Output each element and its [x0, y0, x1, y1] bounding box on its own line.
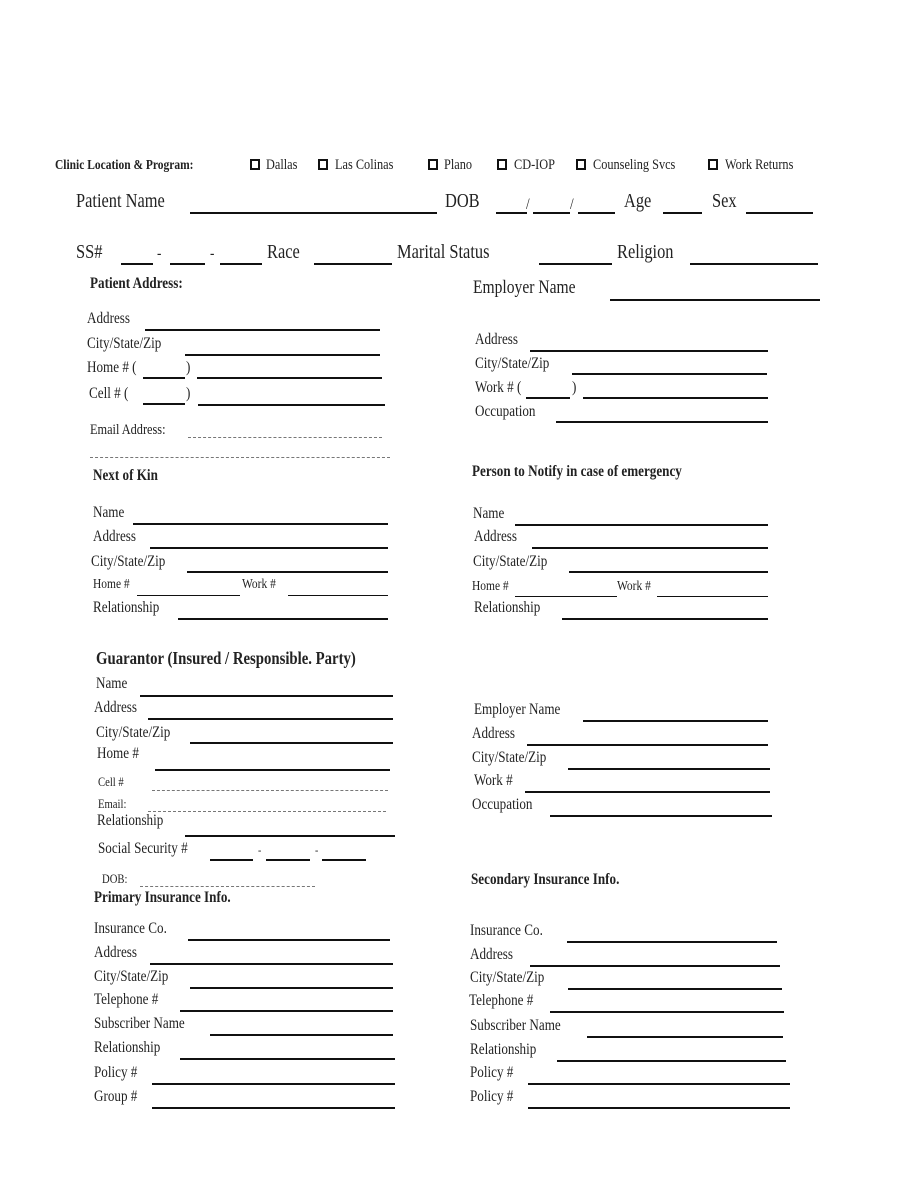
- dob-separator: /: [570, 196, 574, 213]
- patient-dob-label: DOB: [445, 190, 480, 212]
- home-area-code-field[interactable]: [143, 377, 185, 379]
- employer-address-field[interactable]: [530, 350, 768, 352]
- emergency-work-field[interactable]: [657, 596, 768, 597]
- emergency-city-label: City/State/Zip: [473, 553, 548, 570]
- cell-phone-field[interactable]: [198, 404, 385, 406]
- secondary_insurance-telephone-label: Telephone #: [469, 992, 534, 1009]
- work-area-code-field[interactable]: [526, 397, 570, 399]
- secondary_insurance-subscriber-label: Subscriber Name: [470, 1017, 561, 1034]
- next_of_kin-address-label: Address: [93, 528, 136, 545]
- checkbox-las-colinas[interactable]: [318, 159, 328, 170]
- patient-marital-label: Marital Status: [397, 241, 490, 263]
- emergency-relationship-label: Relationship: [474, 599, 541, 616]
- next_of_kin-relationship-label: Relationship: [93, 599, 160, 616]
- next_of_kin-city-label: City/State/Zip: [91, 553, 166, 570]
- secondary-telephone-field[interactable]: [550, 1011, 784, 1013]
- checkbox-plano[interactable]: [428, 159, 438, 170]
- guarantor-cell-label: Cell #: [98, 774, 124, 789]
- kin-home-field[interactable]: [137, 595, 240, 596]
- paren: ): [572, 379, 577, 396]
- patient-sex-label: Sex: [712, 190, 737, 212]
- secondary-city-field[interactable]: [568, 988, 782, 990]
- primary_insurance-company-label: Insurance Co.: [94, 920, 167, 937]
- guarantor-home-label: Home #: [97, 745, 139, 762]
- guarantor_employer-city-label: City/State/Zip: [472, 749, 547, 766]
- primary_insurance-group-label: Group #: [94, 1088, 138, 1105]
- guarantor_employer-employer-label: Employer Name: [474, 701, 561, 718]
- primary-city-field[interactable]: [190, 987, 393, 989]
- primary_insurance-policy-label: Policy #: [94, 1064, 138, 1081]
- patient_address-address-label: Address: [87, 310, 130, 327]
- ss-part2-field[interactable]: [170, 263, 205, 265]
- ss-separator: -: [157, 245, 162, 262]
- primary-subscriber-field[interactable]: [210, 1034, 393, 1036]
- emergency-work-label: Work #: [617, 579, 651, 594]
- guarantor-employer-city-field[interactable]: [568, 768, 770, 770]
- guarantor-ssn2-field[interactable]: [266, 859, 310, 861]
- dob-day-field[interactable]: [533, 212, 570, 214]
- employer-city-label: City/State/Zip: [475, 355, 550, 372]
- next_of_kin-work-label: Work #: [242, 577, 276, 592]
- ss-part1-field[interactable]: [121, 263, 153, 265]
- patient-name-label: Patient Name: [76, 190, 165, 212]
- employer-work-label: Work # (: [475, 379, 522, 396]
- guarantor-relationship-label: Relationship: [97, 812, 164, 829]
- email-continuation-line[interactable]: [90, 457, 390, 458]
- guarantor-dob-field[interactable]: [140, 886, 315, 887]
- paren: ): [186, 359, 191, 376]
- patient-ss-label: SS#: [76, 241, 103, 263]
- clinic-option-label: Work Returns: [725, 157, 794, 173]
- primary-address-field[interactable]: [150, 963, 393, 965]
- emergency-home-label: Home #: [472, 579, 509, 594]
- kin-relationship-field[interactable]: [178, 618, 388, 620]
- dob-separator: /: [526, 196, 530, 213]
- clinic-option-label: Counseling Svcs: [593, 157, 676, 173]
- clinic-option-label: Plano: [444, 157, 473, 173]
- clinic-location-label: Clinic Location & Program:: [55, 158, 194, 173]
- primary-company-field[interactable]: [188, 939, 390, 941]
- guarantor-home-field[interactable]: [155, 769, 390, 771]
- secondary_insurance-city-label: City/State/Zip: [470, 969, 545, 986]
- primary_insurance-address-label: Address: [94, 944, 137, 961]
- employer-name-field[interactable]: [610, 299, 820, 301]
- employer-heading-label: Employer Name: [473, 277, 576, 298]
- checkbox-cd-iop[interactable]: [497, 159, 507, 170]
- secondary-policy-field[interactable]: [528, 1083, 790, 1085]
- occupation-field[interactable]: [556, 421, 768, 423]
- guarantor-relationship-field[interactable]: [185, 835, 395, 837]
- employer-city-field[interactable]: [572, 373, 767, 375]
- guarantor-employer-field[interactable]: [583, 720, 768, 722]
- guarantor_employer-occupation-label: Occupation: [472, 796, 533, 813]
- dob-month-field[interactable]: [496, 212, 527, 214]
- guarantor-employer-occupation-field[interactable]: [550, 815, 772, 817]
- kin-city-field[interactable]: [187, 571, 388, 573]
- guarantor-city-label: City/State/Zip: [96, 724, 171, 741]
- patient_address-cell-label: Cell # (: [89, 385, 129, 402]
- guarantor-address-label: Address: [94, 699, 137, 716]
- patient-age-label: Age: [624, 190, 652, 212]
- kin-name-field[interactable]: [133, 523, 388, 525]
- patient-religion-label: Religion: [617, 241, 674, 263]
- secondary-subscriber-field[interactable]: [587, 1036, 783, 1038]
- marital-status-field[interactable]: [539, 263, 612, 265]
- guarantor-email-label: Email:: [98, 796, 127, 811]
- primary-telephone-field[interactable]: [180, 1010, 393, 1012]
- dob-year-field[interactable]: [578, 212, 615, 214]
- email-field[interactable]: [188, 437, 382, 438]
- primary-insurance-heading: Primary Insurance Info.: [94, 889, 231, 906]
- employer-address-label: Address: [475, 331, 518, 348]
- patient-race-label: Race: [267, 241, 300, 263]
- secondary-relationship-field[interactable]: [557, 1060, 786, 1062]
- ssn-separator: -: [315, 843, 319, 857]
- secondary-company-field[interactable]: [567, 941, 777, 943]
- primary_insurance-relationship-label: Relationship: [94, 1039, 161, 1056]
- guarantor-name-label: Name: [96, 675, 128, 692]
- race-field[interactable]: [314, 263, 392, 265]
- emergency-city-field[interactable]: [569, 571, 768, 573]
- secondary_insurance-address-label: Address: [470, 946, 513, 963]
- guarantor-cell-field[interactable]: [152, 790, 388, 791]
- guarantor-dob-label: DOB:: [102, 871, 128, 886]
- patient_address-city-label: City/State/Zip: [87, 335, 162, 352]
- guarantor-heading: Guarantor (Insured / Responsible. Party): [96, 648, 356, 668]
- guarantor-name-field[interactable]: [140, 695, 393, 697]
- secondary-address-field[interactable]: [530, 965, 780, 967]
- emergency-address-field[interactable]: [532, 547, 768, 549]
- guarantor_employer-address-label: Address: [472, 725, 515, 742]
- home-phone-field[interactable]: [197, 377, 382, 379]
- patient_address-home-label: Home # (: [87, 359, 137, 376]
- guarantor_employer-work-label: Work #: [474, 772, 513, 789]
- clinic-option-label: Las Colinas: [335, 157, 394, 173]
- guarantor-city-field[interactable]: [190, 742, 393, 744]
- kin-work-field[interactable]: [288, 595, 388, 596]
- patient-address-heading: Patient Address:: [90, 275, 183, 292]
- employer-occupation-label: Occupation: [475, 403, 536, 420]
- kin-address-field[interactable]: [150, 547, 388, 549]
- primary-policy-field[interactable]: [152, 1083, 395, 1085]
- patient-city-field[interactable]: [185, 354, 380, 356]
- secondary_insurance-policy-label: Policy #: [470, 1064, 514, 1081]
- checkbox-work-returns[interactable]: [708, 159, 718, 170]
- guarantor-ssn1-field[interactable]: [210, 859, 253, 861]
- next_of_kin-home-label: Home #: [93, 577, 130, 592]
- secondary-insurance-heading: Secondary Insurance Info.: [471, 871, 620, 888]
- emergency-heading: Person to Notify in case of emergency: [472, 463, 682, 480]
- age-field[interactable]: [663, 212, 702, 214]
- checkbox-counseling-svcs[interactable]: [576, 159, 586, 170]
- clinic-option-label: CD-IOP: [514, 157, 556, 173]
- primary_insurance-city-label: City/State/Zip: [94, 968, 169, 985]
- work-phone-field[interactable]: [583, 397, 768, 399]
- guarantor-employer-work-field[interactable]: [525, 791, 770, 793]
- ss-separator: -: [210, 245, 215, 262]
- primary-group-field[interactable]: [152, 1107, 395, 1109]
- emergency-name-field[interactable]: [515, 524, 768, 526]
- emergency-home-field[interactable]: [515, 596, 617, 597]
- secondary-policy2-field[interactable]: [528, 1107, 790, 1109]
- guarantor-ssn-label: Social Security #: [98, 840, 188, 857]
- religion-field[interactable]: [690, 263, 818, 265]
- paren: ): [186, 385, 191, 402]
- emergency-address-label: Address: [474, 528, 517, 545]
- secondary_insurance-policy2-label: Policy #: [470, 1088, 514, 1105]
- guarantor-address-field[interactable]: [148, 718, 393, 720]
- ss-part3-field[interactable]: [220, 263, 262, 265]
- clinic-option-label: Dallas: [266, 157, 298, 173]
- primary_insurance-telephone-label: Telephone #: [94, 991, 159, 1008]
- guarantor-email-field[interactable]: [148, 811, 386, 812]
- cell-area-code-field[interactable]: [143, 403, 185, 405]
- next-of-kin-heading: Next of Kin: [93, 467, 158, 484]
- primary-relationship-field[interactable]: [180, 1058, 395, 1060]
- patient_address-email-label: Email Address:: [90, 422, 166, 438]
- primary_insurance-subscriber-label: Subscriber Name: [94, 1015, 185, 1032]
- sex-field[interactable]: [746, 212, 813, 214]
- emergency-name-label: Name: [473, 505, 505, 522]
- patient-address-field[interactable]: [145, 329, 380, 331]
- checkbox-dallas[interactable]: [250, 159, 260, 170]
- next_of_kin-name-label: Name: [93, 504, 125, 521]
- ssn-separator: -: [258, 843, 262, 857]
- guarantor-employer-address-field[interactable]: [527, 744, 768, 746]
- secondary_insurance-company-label: Insurance Co.: [470, 922, 543, 939]
- secondary_insurance-relationship-label: Relationship: [470, 1041, 537, 1058]
- emergency-relationship-field[interactable]: [562, 618, 768, 620]
- patient-name-field[interactable]: [190, 212, 437, 214]
- guarantor-ssn3-field[interactable]: [322, 859, 366, 861]
